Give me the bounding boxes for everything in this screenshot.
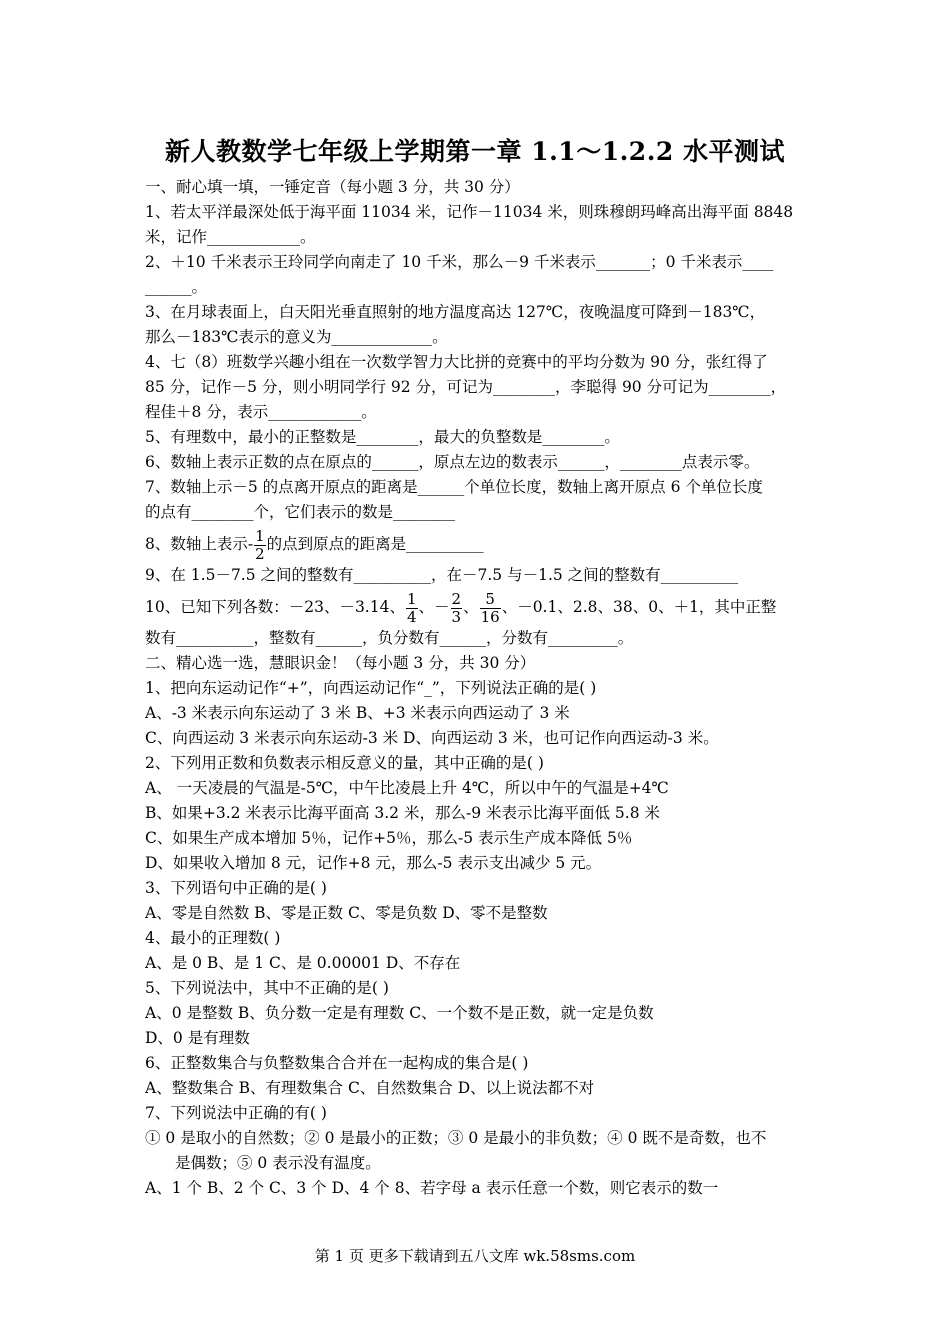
fraction-denominator: 3 bbox=[451, 607, 462, 626]
q10-text: 、－0.1、2.8、38、0、＋1，其中正整 bbox=[501, 598, 777, 616]
option-line: C、如果生产成本增加 5％，记作+5％，那么-5 表示生产成本降低 5％ bbox=[145, 829, 633, 847]
question-9: 9、在 1.5－7.5 之间的整数有__________，在－7.5 与－1.5 之间的整数有__________ bbox=[145, 566, 739, 584]
question-line: 7、下列说法中正确的有( ) bbox=[145, 1104, 327, 1122]
question-line: 6、数轴上表示正数的点在原点的______，原点左边的数表示______，________点表示零。 bbox=[145, 453, 760, 471]
question-line: 4、七（8）班数学兴趣小组在一次数学智力大比拼的竞赛中的平均分数为 90 分，张红得了 bbox=[145, 353, 768, 371]
fraction-denominator: 4 bbox=[406, 607, 417, 626]
page-title: 新人教数学七年级上学期第一章 1.1～1.2.2 水平测试 bbox=[165, 137, 785, 166]
q10-text: 、 bbox=[463, 598, 479, 616]
fraction-numerator: 1 bbox=[255, 526, 265, 545]
option-line: D、0 是有理数 bbox=[145, 1029, 250, 1047]
option-line: A、0 是整数 B、负分数一定是有理数 C、一个数不是正数，就一定是负数 bbox=[145, 1004, 654, 1022]
question-line: 数有__________，整数有______，负分数有______，分数有_________。 bbox=[145, 629, 634, 647]
question-line: 的点有________个，它们表示的数是________ bbox=[145, 503, 456, 521]
fraction bbox=[254, 528, 266, 563]
q10-text: 10、已知下列各数：－23、－3.14、 bbox=[145, 598, 405, 616]
option-line: A、整数集合 B、有理数集合 C、自然数集合 D、以上说法都不对 bbox=[145, 1079, 595, 1097]
document-body bbox=[145, 175, 810, 1201]
question-line: 1、把向东运动记作“+”，向西运动记作“_”，下列说法正确的是( ) bbox=[145, 679, 597, 697]
q8-text-after: 的点到原点的距离是__________ bbox=[266, 535, 484, 553]
option-line: B、如果+3.2 米表示比海平面高 3.2 米，那么-9 米表示比海平面低 5.8 米 bbox=[145, 804, 660, 822]
question-line: 5、有理数中，最小的正整数是________，最大的负整数是________。 bbox=[145, 428, 620, 446]
option-line: A、1 个 B、2 个 C、3 个 D、4 个 8、若字母 a 表示任意一个数，则它表示的数一 bbox=[145, 1179, 719, 1197]
fraction-numerator: 1 bbox=[406, 589, 417, 608]
option-line: C、向西运动 3 米表示向东运动-3 米 D、向西运动 3 米，也可记作向西运动-3 米。 bbox=[145, 729, 719, 747]
question-8 bbox=[145, 525, 810, 563]
fraction-denominator: 16 bbox=[480, 607, 500, 626]
question-line: 那么－183℃表示的意义为_____________。 bbox=[145, 328, 448, 346]
question-line: 1、若太平洋最深处低于海平面 11034 米，记作－11034 米，则珠穆朗玛峰高出海平面 8848 bbox=[145, 203, 794, 221]
option-line: 是偶数；⑤ 0 表示没有温度。 bbox=[175, 1154, 381, 1172]
question-line: 3、下列语句中正确的是( ) bbox=[145, 879, 327, 897]
question-line: 5、下列说法中，其中不正确的是( ) bbox=[145, 979, 389, 997]
section-heading: 一、耐心填一填，一锤定音（每小题 3 分，共 30 分） bbox=[145, 178, 520, 196]
q10-text: 、－ bbox=[418, 598, 450, 616]
fraction-denominator: 2 bbox=[255, 544, 265, 563]
question-line: 85 分，记作－5 分，则小明同学行 92 分，可记为________，李聪得 90 分可记为________， bbox=[145, 378, 787, 396]
question-10 bbox=[145, 588, 810, 626]
q8-text-before: 8、数轴上表示 bbox=[145, 535, 248, 553]
option-line: A、零是自然数 B、零是正数 C、零是负数 D、零不是整数 bbox=[145, 904, 548, 922]
section-heading: 二、精心选一选，慧眼识金！（每小题 3 分，共 30 分） bbox=[145, 654, 536, 672]
question-line: 2、＋10 千米表示王玲同学向南走了 10 千米，那么－9 千米表示_______；0 千米表示____ bbox=[145, 253, 774, 271]
question-line: 米，记作____________。 bbox=[145, 228, 316, 246]
fraction bbox=[480, 591, 501, 626]
fraction-numerator: 5 bbox=[480, 591, 501, 609]
q8-sign: - bbox=[247, 535, 254, 553]
fraction-numerator: 2 bbox=[451, 589, 462, 608]
option-line: A、 一天凌晨的气温是-5℃，中午比凌晨上升 4℃，所以中午的气温是+4℃ bbox=[145, 779, 669, 797]
option-line: A、是 0 B、是 1 C、是 0.00001 D、不存在 bbox=[145, 954, 461, 972]
fraction bbox=[406, 591, 418, 626]
option-line: D、如果收入增加 8 元，记作+8 元，那么-5 表示支出减少 5 元。 bbox=[145, 854, 602, 872]
question-line: 2、下列用正数和负数表示相反意义的量，其中正确的是( ) bbox=[145, 754, 544, 772]
option-line: ① 0 是取小的自然数；② 0 是最小的正数；③ 0 是最小的非负数；④ 0 既不是奇数，也不 bbox=[145, 1129, 767, 1147]
option-line: A、-3 米表示向东运动了 3 米 B、+3 米表示向西运动了 3 米 bbox=[145, 704, 570, 722]
question-line: 4、最小的正理数( ) bbox=[145, 929, 281, 947]
question-line: ______。 bbox=[145, 278, 208, 296]
question-line: 3、在月球表面上，白天阳光垂直照射的地方温度高达 127℃，夜晚温度可降到－183℃， bbox=[145, 303, 766, 321]
page-footer: 第 1 页 更多下载请到五八文库 wk.58sms.com bbox=[314, 1247, 636, 1265]
fraction bbox=[451, 591, 463, 626]
question-line: 程佳＋8 分，表示____________。 bbox=[145, 403, 377, 421]
question-line: 7、数轴上示－5 的点离开原点的距离是______个单位长度，数轴上离开原点 6 个单位长度 bbox=[145, 478, 763, 496]
question-line: 6、正整数集合与负整数集合合并在一起构成的集合是( ) bbox=[145, 1054, 529, 1072]
